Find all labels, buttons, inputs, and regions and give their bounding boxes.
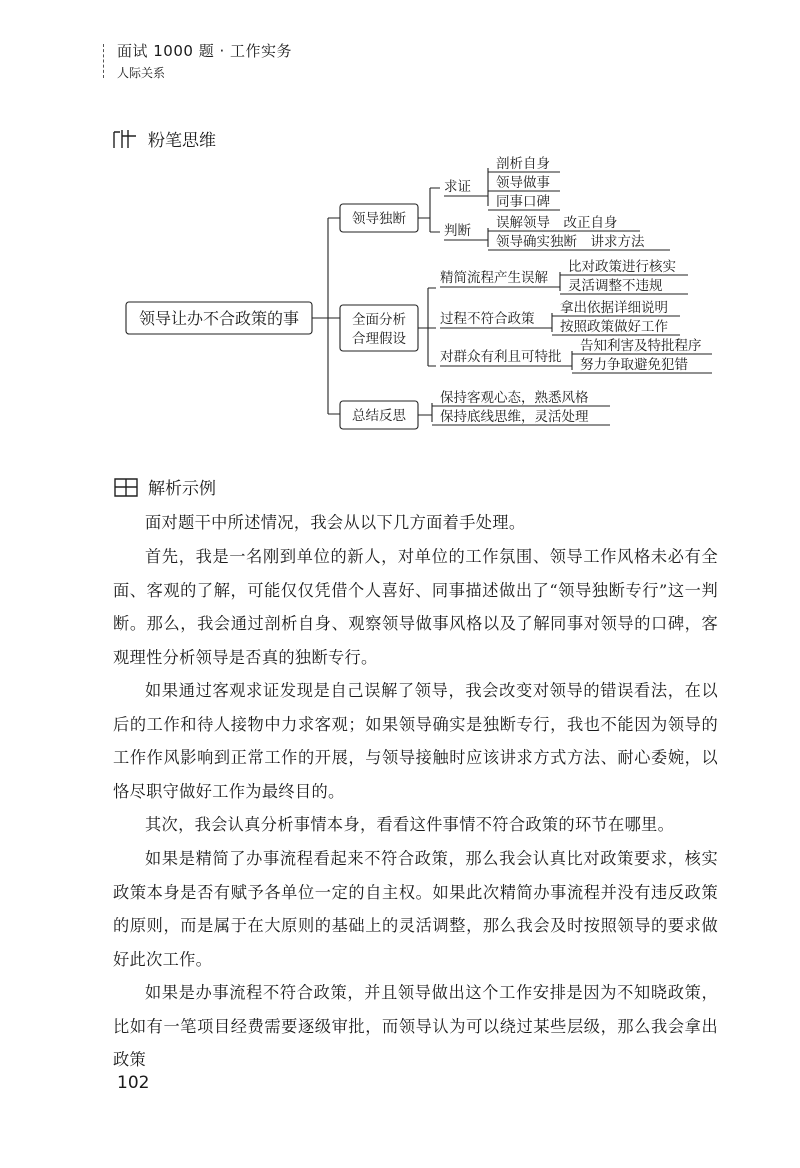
leaf-judge-2: 领导确实独断 讲求方法 bbox=[496, 234, 645, 250]
sub-special-label: 对群众有利且可特批 bbox=[440, 349, 562, 365]
paragraph-2: 首先，我是一名刚到单位的新人，对单位的工作氛围、领导工作风格未必有全面、客观的了解，可能仅仅凭借个人喜好、同事描述做出了“领导独断专行”这一判断。那么，我会通过剖析自身、观察领导做事风格以及了解同事对领导的口碑，客观理性分析领导是否真的独断专行。 bbox=[113, 547, 718, 667]
leaf-special-2: 努力争取避免犯错 bbox=[580, 357, 688, 373]
leaf-verify-3: 同事口碑 bbox=[496, 194, 550, 210]
paragraph-3: 如果通过客观求证发现是自己误解了领导，我会改变对领导的错误看法，在以后的工作和待人接物中力求客观；如果领导确实是独断专行，我也不能因为领导的工作作风影响到正常工作的开展，与领导接触时应该讲求方式方法、耐心委婉，以恪尽职守做好工作为最终目的。 bbox=[113, 681, 718, 801]
branch-reflect-label: 总结反思 bbox=[352, 408, 406, 424]
branch-leader-label: 领导独断 bbox=[352, 211, 406, 227]
paragraph-5: 如果是精简了办事流程看起来不符合政策，那么我会认真比对政策要求，核实政策本身是否有赋予各单位一定的自主权。如果此次精简办事流程并没有违反政策的原则，而是属于在大原则的基础上的灵活调整，那么我会及时按照领导的要求做好此次工作。 bbox=[113, 849, 718, 969]
leaf-streamline-1: 比对政策进行核实 bbox=[568, 259, 676, 275]
branch-analysis-label-2: 合理假设 bbox=[352, 331, 406, 347]
leaf-judge-1: 误解领导 改正自身 bbox=[496, 215, 618, 231]
sub-judge-label: 判断 bbox=[444, 223, 471, 239]
branch-analysis-connector bbox=[418, 288, 436, 366]
leaf-reflect-1: 保持客观心态，熟悉风格 bbox=[440, 390, 589, 406]
leaf-noncompliant-2: 按照政策做好工作 bbox=[560, 319, 668, 335]
sub-noncompliant-label: 过程不符合政策 bbox=[440, 311, 535, 327]
leaf-streamline-2: 灵活调整不违规 bbox=[568, 278, 663, 294]
section-thinking-title: 粉笔思维 bbox=[148, 131, 216, 151]
running-header-title: 面试 1000 题 · 工作实务 bbox=[117, 42, 293, 60]
paragraph-4: 其次，我会认真分析事情本身，看看这件事情不符合政策的环节在哪里。 bbox=[145, 815, 675, 834]
section-analysis-title: 解析示例 bbox=[148, 479, 216, 499]
paragraph-1: 面对题干中所述情况，我会从以下几方面着手处理。 bbox=[145, 513, 526, 532]
running-header-subtitle: 人际关系 bbox=[117, 66, 166, 80]
page-number: 102 bbox=[117, 1073, 150, 1093]
leaf-verify-1: 剖析自身 bbox=[496, 156, 550, 172]
box-icon bbox=[112, 476, 140, 498]
section-analysis-heading bbox=[112, 474, 216, 499]
leaf-reflect-2: 保持底线思维，灵活处理 bbox=[440, 409, 589, 425]
sub-streamline-label: 精简流程产生误解 bbox=[440, 270, 548, 286]
leaf-verify-2: 领导做事 bbox=[496, 175, 550, 191]
branch-analysis-label-1: 全面分析 bbox=[352, 312, 406, 328]
leaf-noncompliant-1: 拿出依据详细说明 bbox=[560, 300, 668, 316]
branch-leader-connector bbox=[418, 188, 440, 232]
leaf-special-1: 告知利害及特批程序 bbox=[580, 338, 702, 354]
mind-map-root: 领导让办不合政策的事 bbox=[138, 309, 300, 328]
sub-verify-label: 求证 bbox=[444, 179, 471, 195]
mind-map-trunk bbox=[312, 218, 340, 414]
paragraph-6: 如果是办事流程不符合政策，并且领导做出这个工作安排是因为不知晓政策，比如有一笔项目经费需要逐级审批，而领导认为可以绕过某些层级，那么我会拿出政策 bbox=[113, 983, 718, 1069]
mind-map bbox=[0, 0, 800, 460]
